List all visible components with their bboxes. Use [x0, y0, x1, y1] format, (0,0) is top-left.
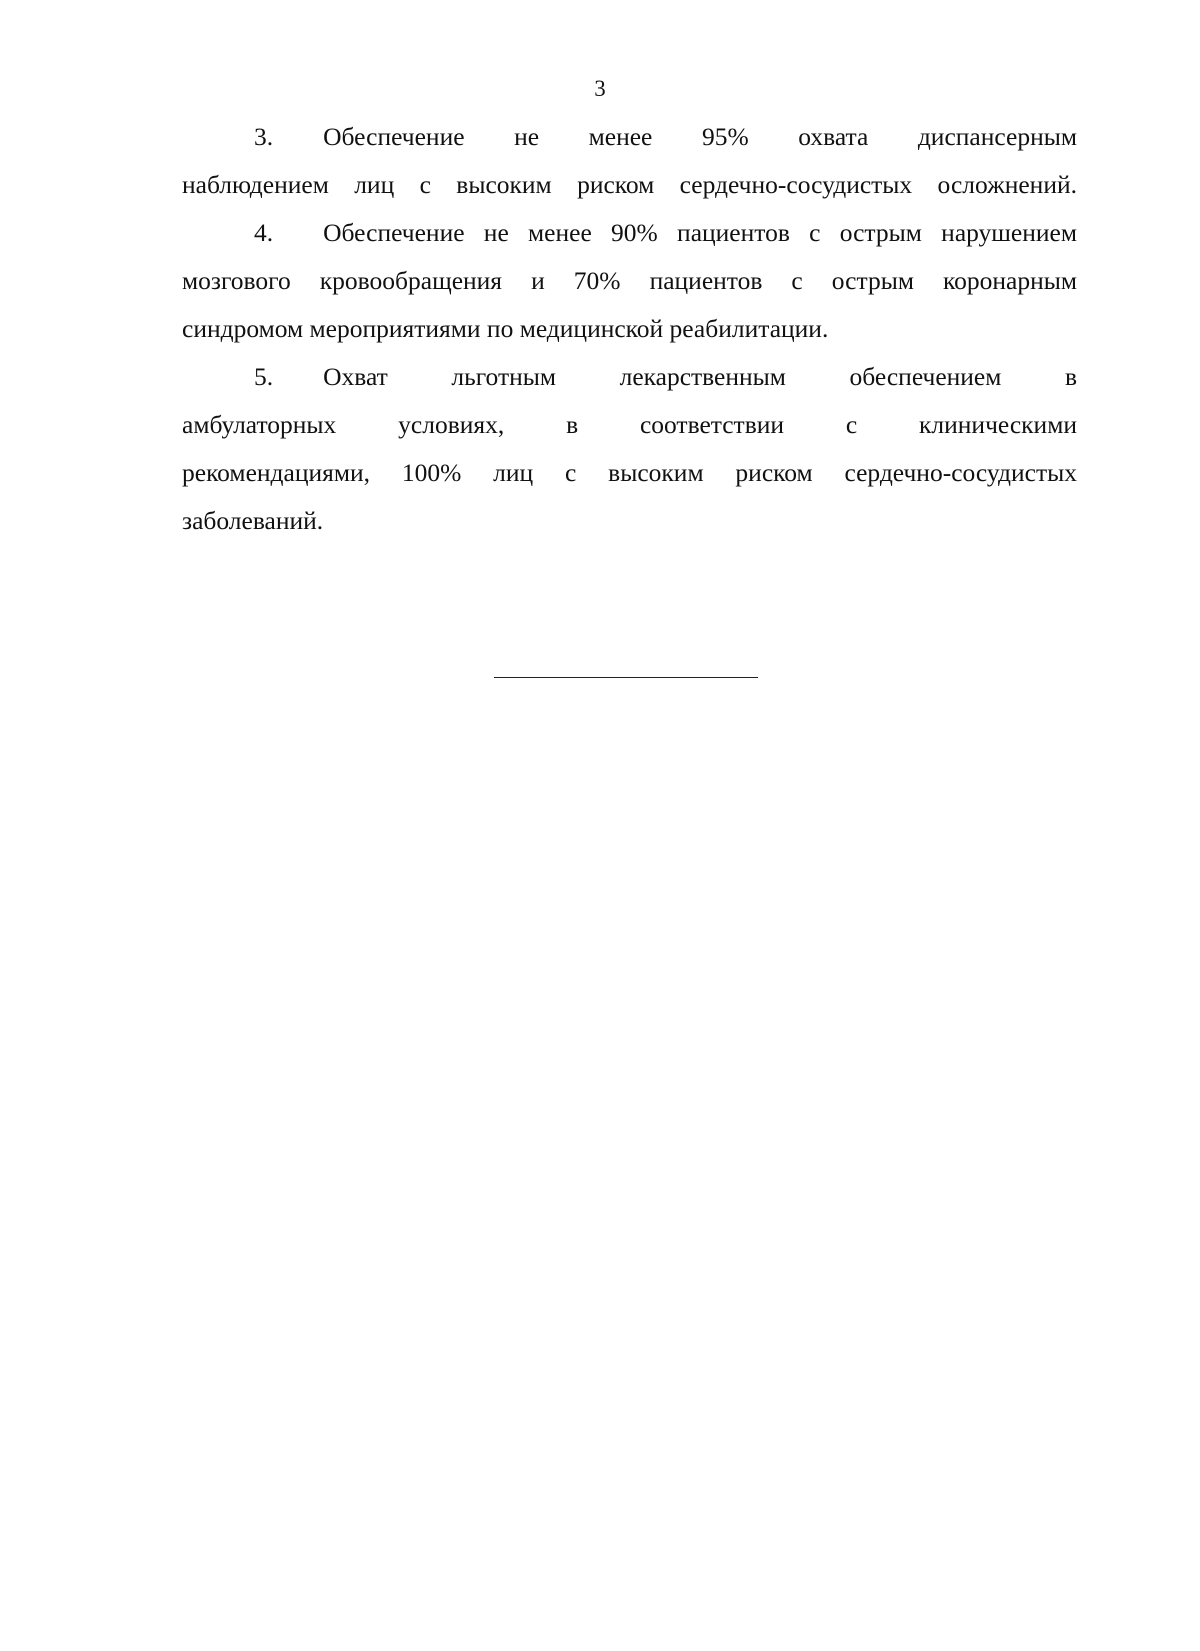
- paragraph-line: [182, 353, 1077, 401]
- paragraph-line-text: Охват льготным лекарственным обеспечением в: [323, 362, 1077, 391]
- paragraph-line: синдромом мероприятиями по медицинской реабилитации.: [182, 314, 829, 343]
- paragraph-line-text: Обеспечение не менее 95% охвата диспансерным: [323, 122, 1077, 151]
- paragraph-3: [182, 113, 1077, 209]
- paragraph-5: [182, 353, 1077, 545]
- paragraph-line: мозгового кровообращения и 70% пациентов с острым коронарным: [182, 266, 1077, 295]
- end-separator-line: [494, 677, 758, 678]
- paragraph-line: [182, 209, 1077, 257]
- paragraph-line: рекомендациями, 100% лиц с высоким риском сердечно-сосудистых: [182, 458, 1077, 487]
- paragraph-line: амбулаторных условиях, в соответствии с клиническими: [182, 410, 1077, 439]
- paragraph-line: заболеваний.: [182, 506, 324, 535]
- paragraph-number: 3.: [254, 122, 274, 151]
- paragraph-line: наблюдением лиц с высоким риском сердечно-сосудистых осложнений.: [182, 170, 1077, 199]
- paragraph-number: 4.: [254, 218, 274, 247]
- document-body: [182, 113, 1077, 545]
- paragraph-4: [182, 209, 1077, 353]
- page-number: 3: [594, 76, 606, 101]
- paragraph-line-text: Обеспечение не менее 90% пациентов с острым нарушением: [323, 218, 1077, 247]
- paragraph-number: 5.: [254, 362, 274, 391]
- paragraph-line: [182, 113, 1077, 161]
